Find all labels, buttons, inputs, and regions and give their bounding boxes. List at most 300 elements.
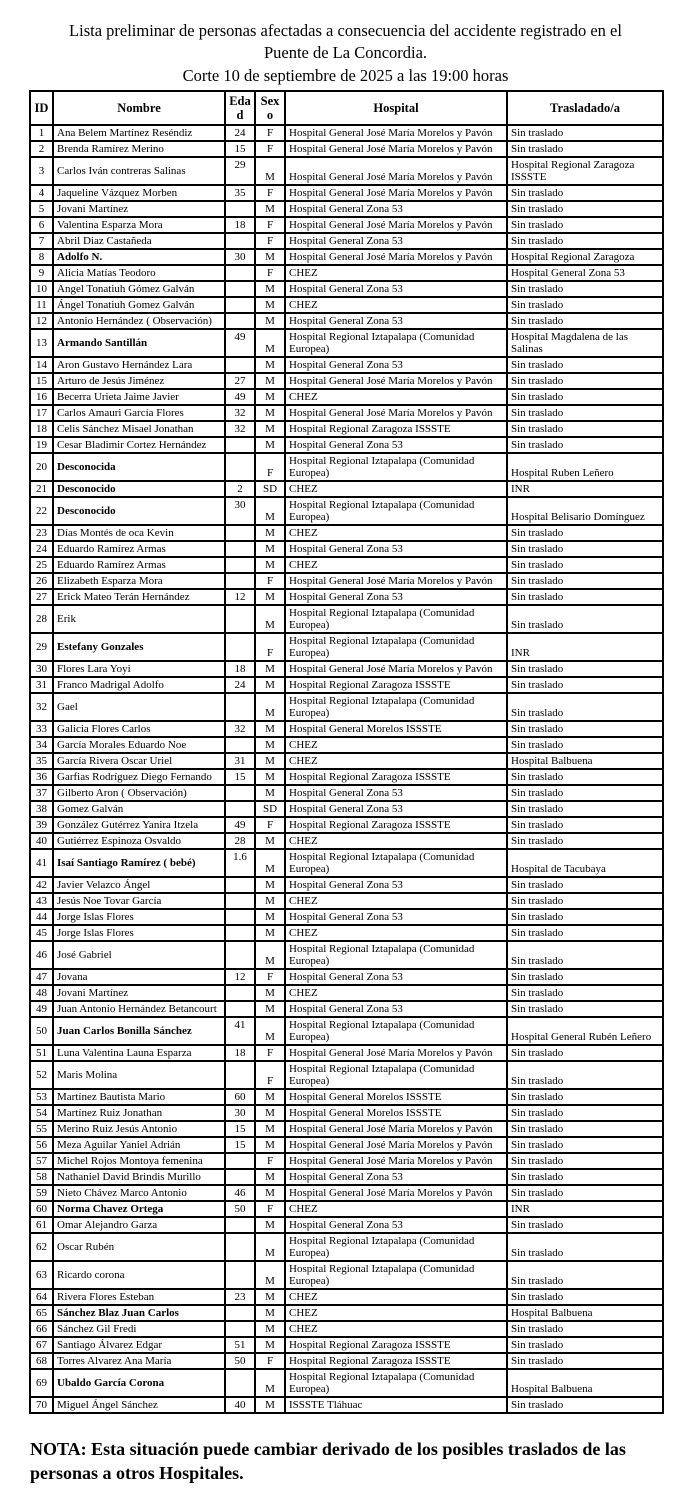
table-row: [30, 1397, 663, 1413]
cell-nombre: Jovani Martínez: [53, 201, 225, 217]
table-row: [30, 801, 663, 817]
cell-id: 55: [30, 1121, 53, 1137]
cell-hospital: Hospital General José María Morelos y Pavón: [285, 185, 507, 201]
table-row: [30, 1353, 663, 1369]
cell-id: 31: [30, 677, 53, 693]
cell-nombre: Oscar Rubén: [53, 1233, 225, 1261]
cell-hospital: Hospital General Zona 53: [285, 785, 507, 801]
cell-edad: [225, 1169, 255, 1185]
table-row: [30, 849, 663, 877]
cell-sexo: M: [255, 941, 285, 969]
cell-hospital: Hospital General Zona 53: [285, 541, 507, 557]
column-header-trasladadoa: Trasladado/a: [507, 91, 663, 125]
table-row: [30, 233, 663, 249]
cell-nombre: Becerra Urieta Jaime Javier: [53, 389, 225, 405]
table-row: [30, 1305, 663, 1321]
cell-edad: [225, 941, 255, 969]
cell-edad: 15: [225, 1137, 255, 1153]
cell-traslado: Sin traslado: [507, 1185, 663, 1201]
column-header-hospital: Hospital: [285, 91, 507, 125]
cell-id: 10: [30, 281, 53, 297]
cell-traslado: Hospital Balbuena: [507, 1369, 663, 1397]
cell-edad: [225, 1217, 255, 1233]
cell-sexo: M: [255, 661, 285, 677]
cell-sexo: M: [255, 769, 285, 785]
cell-edad: 24: [225, 677, 255, 693]
table-row: [30, 877, 663, 893]
table-row: [30, 1045, 663, 1061]
table-row: [30, 313, 663, 329]
cell-edad: [225, 1153, 255, 1169]
cell-sexo: M: [255, 281, 285, 297]
cell-sexo: M: [255, 157, 285, 185]
cell-nombre: Abril Diaz Castañeda: [53, 233, 225, 249]
table-row: [30, 1185, 663, 1201]
cell-traslado: Sin traslado: [507, 677, 663, 693]
cell-id: 26: [30, 573, 53, 589]
cell-id: 37: [30, 785, 53, 801]
cell-traslado: Sin traslado: [507, 1001, 663, 1017]
cell-edad: [225, 985, 255, 1001]
cell-sexo: F: [255, 573, 285, 589]
table-row: [30, 817, 663, 833]
cell-id: 16: [30, 389, 53, 405]
cell-nombre: Juan Antonio Hernández Betancourt: [53, 1001, 225, 1017]
cell-id: 23: [30, 525, 53, 541]
cell-sexo: M: [255, 985, 285, 1001]
cell-traslado: Sin traslado: [507, 1137, 663, 1153]
table-row: [30, 1261, 663, 1289]
cell-nombre: Michel Rojos Montoya femenina: [53, 1153, 225, 1169]
cell-id: 28: [30, 605, 53, 633]
document-title-line1: Lista preliminar de personas afectadas a consecuencia del accidente registrado en el: [69, 21, 622, 40]
cell-traslado: Sin traslado: [507, 1397, 663, 1413]
cell-id: 67: [30, 1337, 53, 1353]
cell-edad: [225, 1001, 255, 1017]
table-row: [30, 909, 663, 925]
cell-id: 62: [30, 1233, 53, 1261]
cell-sexo: M: [255, 849, 285, 877]
cell-edad: 1.6: [225, 849, 255, 877]
cell-hospital: CHEZ: [285, 557, 507, 573]
cell-id: 44: [30, 909, 53, 925]
cell-edad: [225, 201, 255, 217]
cell-edad: [225, 265, 255, 281]
cell-traslado: Sin traslado: [507, 1321, 663, 1337]
cell-hospital: Hospital General Zona 53: [285, 877, 507, 893]
cell-traslado: Sin traslado: [507, 801, 663, 817]
cell-hospital: CHEZ: [285, 985, 507, 1001]
cell-hospital: Hospital Regional Iztapalapa (Comunidad Europea): [285, 693, 507, 721]
cell-edad: 27: [225, 373, 255, 389]
table-row: [30, 357, 663, 373]
cell-sexo: M: [255, 525, 285, 541]
cell-hospital: CHEZ: [285, 1321, 507, 1337]
cell-id: 48: [30, 985, 53, 1001]
cell-sexo: M: [255, 1137, 285, 1153]
cell-nombre: Armando Santillán: [53, 329, 225, 357]
table-row: [30, 589, 663, 605]
cell-hospital: Hospital General Zona 53: [285, 281, 507, 297]
cell-edad: [225, 605, 255, 633]
cell-sexo: M: [255, 297, 285, 313]
cell-hospital: CHEZ: [285, 753, 507, 769]
table-row: [30, 769, 663, 785]
cell-traslado: Sin traslado: [507, 721, 663, 737]
cell-sexo: M: [255, 389, 285, 405]
cell-edad: [225, 877, 255, 893]
cell-hospital: Hospital Regional Iztapalapa (Comunidad Europea): [285, 941, 507, 969]
table-row: [30, 249, 663, 265]
cell-edad: 32: [225, 405, 255, 421]
cell-edad: [225, 453, 255, 481]
cell-edad: [225, 737, 255, 753]
cell-id: 8: [30, 249, 53, 265]
document-title-line2: Puente de La Concordia.: [263, 42, 428, 62]
cell-edad: 30: [225, 249, 255, 265]
cell-sexo: M: [255, 1289, 285, 1305]
cell-hospital: Hospital General Morelos ISSSTE: [285, 1105, 507, 1121]
cell-traslado: Sin traslado: [507, 1045, 663, 1061]
cell-sexo: M: [255, 589, 285, 605]
table-row: [30, 373, 663, 389]
cell-id: 46: [30, 941, 53, 969]
table-row: [30, 421, 663, 437]
cell-sexo: M: [255, 1121, 285, 1137]
cell-hospital: Hospital General Zona 53: [285, 909, 507, 925]
cell-nombre: Merino Ruiz Jesús Antonio: [53, 1121, 225, 1137]
cell-edad: [225, 525, 255, 541]
cell-sexo: F: [255, 1061, 285, 1089]
cell-traslado: Sin traslado: [507, 217, 663, 233]
cell-nombre: Isaí Santiago Ramírez ( bebé): [53, 849, 225, 877]
cell-sexo: M: [255, 721, 285, 737]
cell-sexo: F: [255, 265, 285, 281]
cell-sexo: M: [255, 1321, 285, 1337]
cell-traslado: Sin traslado: [507, 769, 663, 785]
cell-traslado: Sin traslado: [507, 817, 663, 833]
cell-traslado: Sin traslado: [507, 1121, 663, 1137]
cell-traslado: Sin traslado: [507, 389, 663, 405]
cell-id: 66: [30, 1321, 53, 1337]
cell-nombre: Erick Mateo Terán Hernández: [53, 589, 225, 605]
cell-traslado: Sin traslado: [507, 297, 663, 313]
cell-hospital: Hospital Regional Iztapalapa (Comunidad Europea): [285, 1261, 507, 1289]
cell-traslado: Sin traslado: [507, 1261, 663, 1289]
cell-nombre: Miguel Ángel Sánchez: [53, 1397, 225, 1413]
cell-id: 14: [30, 357, 53, 373]
cell-nombre: Garfias Rodríguez Diego Fernando: [53, 769, 225, 785]
table-row: [30, 297, 663, 313]
cell-edad: 15: [225, 141, 255, 157]
cell-nombre: Eduardo Ramírez Armas: [53, 541, 225, 557]
cell-traslado: Sin traslado: [507, 985, 663, 1001]
cell-edad: 31: [225, 753, 255, 769]
cell-edad: 50: [225, 1353, 255, 1369]
table-row: [30, 389, 663, 405]
cell-nombre: Brenda Ramírez Merino: [53, 141, 225, 157]
cell-traslado: Sin traslado: [507, 125, 663, 141]
table-row: [30, 573, 663, 589]
cell-traslado: Sin traslado: [507, 1153, 663, 1169]
cell-nombre: Meza Aguilar Yaniel Adrián: [53, 1137, 225, 1153]
cell-nombre: Nathaniel David Brindis Murillo: [53, 1169, 225, 1185]
table-row: [30, 1289, 663, 1305]
cell-edad: 51: [225, 1337, 255, 1353]
cell-hospital: Hospital Regional Iztapalapa (Comunidad Europea): [285, 453, 507, 481]
cell-sexo: M: [255, 201, 285, 217]
table-row: [30, 941, 663, 969]
cell-sexo: M: [255, 1169, 285, 1185]
cell-id: 51: [30, 1045, 53, 1061]
cell-edad: [225, 573, 255, 589]
table-row: [30, 893, 663, 909]
cell-id: 58: [30, 1169, 53, 1185]
cell-hospital: Hospital Regional Zaragoza ISSSTE: [285, 1353, 507, 1369]
cell-hospital: CHEZ: [285, 893, 507, 909]
table-row: [30, 785, 663, 801]
cell-id: 7: [30, 233, 53, 249]
cell-nombre: Erik: [53, 605, 225, 633]
cell-id: 13: [30, 329, 53, 357]
cell-sexo: F: [255, 817, 285, 833]
cell-traslado: Sin traslado: [507, 573, 663, 589]
cell-edad: 30: [225, 1105, 255, 1121]
table-row: [30, 525, 663, 541]
cell-id: 50: [30, 1017, 53, 1045]
table-row: [30, 157, 663, 185]
table-row: [30, 721, 663, 737]
cell-id: 65: [30, 1305, 53, 1321]
cell-nombre: González Gutérrez Yanira Itzela: [53, 817, 225, 833]
cell-traslado: Sin traslado: [507, 737, 663, 753]
cell-traslado: INR: [507, 1201, 663, 1217]
cell-traslado: Sin traslado: [507, 693, 663, 721]
table-row: [30, 437, 663, 453]
cell-edad: [225, 893, 255, 909]
cell-hospital: CHEZ: [285, 1201, 507, 1217]
cell-id: 57: [30, 1153, 53, 1169]
cell-hospital: CHEZ: [285, 1289, 507, 1305]
cell-hospital: Hospital General José María Morelos y Pavón: [285, 1121, 507, 1137]
cell-id: 63: [30, 1261, 53, 1289]
cell-id: 21: [30, 481, 53, 497]
cell-edad: 29: [225, 157, 255, 185]
cell-id: 49: [30, 1001, 53, 1017]
cell-id: 54: [30, 1105, 53, 1121]
cell-nombre: Flores Lara Yoyi: [53, 661, 225, 677]
cell-traslado: Sin traslado: [507, 1105, 663, 1121]
cell-sexo: M: [255, 1217, 285, 1233]
cell-nombre: Desconocido: [53, 481, 225, 497]
cell-id: 45: [30, 925, 53, 941]
cell-hospital: Hospital Regional Iztapalapa (Comunidad Europea): [285, 1061, 507, 1089]
cell-nombre: Desconocida: [53, 453, 225, 481]
cell-hospital: Hospital General Zona 53: [285, 969, 507, 985]
cell-sexo: M: [255, 557, 285, 573]
cell-nombre: Jorge Islas Flores: [53, 925, 225, 941]
cell-nombre: Jesús Noe Tovar García: [53, 893, 225, 909]
cell-hospital: Hospital General José María Morelos y Pavón: [285, 141, 507, 157]
table-row: [30, 1201, 663, 1217]
cell-hospital: Hospital General José María Morelos y Pavón: [285, 661, 507, 677]
cell-sexo: M: [255, 541, 285, 557]
cell-sexo: M: [255, 1017, 285, 1045]
table-row: [30, 265, 663, 281]
cell-traslado: Hospital Belisario Domínguez: [507, 497, 663, 525]
cell-hospital: Hospital General Zona 53: [285, 589, 507, 605]
cell-id: 60: [30, 1201, 53, 1217]
cell-edad: 32: [225, 421, 255, 437]
cell-id: 64: [30, 1289, 53, 1305]
cell-id: 32: [30, 693, 53, 721]
table-row: [30, 1233, 663, 1261]
cell-sexo: M: [255, 785, 285, 801]
cell-hospital: Hospital General José María Morelos y Pavón: [285, 125, 507, 141]
cell-nombre: Valentina Esparza Mora: [53, 217, 225, 233]
cell-traslado: Sin traslado: [507, 141, 663, 157]
table-row: [30, 1369, 663, 1397]
cell-edad: [225, 437, 255, 453]
table-row: [30, 217, 663, 233]
cell-traslado: Sin traslado: [507, 893, 663, 909]
document-header: [29, 20, 662, 86]
cell-hospital: Hospital General José María Morelos y Pavón: [285, 405, 507, 421]
cell-nombre: Galicia Flores Carlos: [53, 721, 225, 737]
cell-hospital: Hospital General José María Morelos y Pavón: [285, 1045, 507, 1061]
affected-persons-table: [29, 90, 664, 1414]
cell-edad: [225, 281, 255, 297]
cell-traslado: Sin traslado: [507, 1061, 663, 1089]
cell-id: 70: [30, 1397, 53, 1413]
table-row: [30, 737, 663, 753]
cell-nombre: Adolfo N.: [53, 249, 225, 265]
cell-id: 1: [30, 125, 53, 141]
cell-traslado: Hospital de Tacubaya: [507, 849, 663, 877]
cell-nombre: Estefany Gonzales: [53, 633, 225, 661]
table-row: [30, 1017, 663, 1045]
cell-hospital: CHEZ: [285, 525, 507, 541]
cell-hospital: Hospital General Zona 53: [285, 437, 507, 453]
cell-id: 3: [30, 157, 53, 185]
cell-sexo: M: [255, 677, 285, 693]
cell-nombre: Gomez Galván: [53, 801, 225, 817]
cell-hospital: Hospital Regional Iztapalapa (Comunidad Europea): [285, 329, 507, 357]
cell-id: 42: [30, 877, 53, 893]
cell-nombre: Gutiérrez Espinoza Osvaldo: [53, 833, 225, 849]
cell-hospital: CHEZ: [285, 389, 507, 405]
cell-hospital: Hospital General José María Morelos y Pavón: [285, 249, 507, 265]
cell-traslado: Sin traslado: [507, 281, 663, 297]
cell-traslado: Sin traslado: [507, 525, 663, 541]
table-row: [30, 541, 663, 557]
cell-nombre: Luna Valentina Launa Esparza: [53, 1045, 225, 1061]
cell-traslado: Hospital Regional Zaragoza ISSSTE: [507, 157, 663, 185]
table-row: [30, 453, 663, 481]
cell-traslado: Sin traslado: [507, 1353, 663, 1369]
table-row: [30, 1337, 663, 1353]
cell-hospital: Hospital Regional Iztapalapa (Comunidad Europea): [285, 633, 507, 661]
cell-sexo: M: [255, 1001, 285, 1017]
table-row: [30, 557, 663, 573]
cell-traslado: Sin traslado: [507, 1217, 663, 1233]
cell-edad: 49: [225, 817, 255, 833]
cell-hospital: Hospital Regional Iztapalapa (Comunidad Europea): [285, 605, 507, 633]
cell-hospital: Hospital General Zona 53: [285, 1169, 507, 1185]
cell-edad: 49: [225, 329, 255, 357]
cell-sexo: F: [255, 1045, 285, 1061]
cell-sexo: M: [255, 249, 285, 265]
cell-edad: [225, 925, 255, 941]
cell-sexo: M: [255, 1305, 285, 1321]
cell-id: 12: [30, 313, 53, 329]
cell-traslado: Sin traslado: [507, 941, 663, 969]
cell-nombre: Ubaldo García Corona: [53, 1369, 225, 1397]
cell-edad: 12: [225, 589, 255, 605]
table-row: [30, 201, 663, 217]
cell-sexo: M: [255, 925, 285, 941]
cell-hospital: CHEZ: [285, 833, 507, 849]
cell-id: 47: [30, 969, 53, 985]
cell-hospital: Hospital General José María Morelos y Pavón: [285, 217, 507, 233]
cell-id: 40: [30, 833, 53, 849]
cell-nombre: Sánchez Gil Fredi: [53, 1321, 225, 1337]
table-row: [30, 1121, 663, 1137]
cell-nombre: Alicia Matías Teodoro: [53, 265, 225, 281]
cell-traslado: Sin traslado: [507, 1289, 663, 1305]
cell-id: 33: [30, 721, 53, 737]
table-row: [30, 1169, 663, 1185]
cell-edad: [225, 801, 255, 817]
cell-sexo: M: [255, 605, 285, 633]
cell-hospital: Hospital General José María Morelos y Pavón: [285, 1137, 507, 1153]
table-row: [30, 329, 663, 357]
cell-traslado: Sin traslado: [507, 969, 663, 985]
cell-hospital: CHEZ: [285, 737, 507, 753]
cell-hospital: CHEZ: [285, 481, 507, 497]
cell-edad: [225, 1369, 255, 1397]
cell-sexo: M: [255, 329, 285, 357]
cell-nombre: Desconocido: [53, 497, 225, 525]
cell-sexo: M: [255, 373, 285, 389]
cell-nombre: Carlos Amauri García Flores: [53, 405, 225, 421]
cell-sexo: M: [255, 1369, 285, 1397]
cell-id: 4: [30, 185, 53, 201]
cell-hospital: ISSSTE Tláhuac: [285, 1397, 507, 1413]
cell-traslado: Sin traslado: [507, 373, 663, 389]
cell-edad: 18: [225, 661, 255, 677]
cell-edad: 12: [225, 969, 255, 985]
cell-nombre: García Rivera Oscar Uriel: [53, 753, 225, 769]
cell-sexo: M: [255, 357, 285, 373]
document-subtitle: Corte 10 de septiembre de 2025 a las 19:00 horas: [182, 65, 509, 85]
cell-id: 61: [30, 1217, 53, 1233]
cell-edad: [225, 313, 255, 329]
table-row: [30, 969, 663, 985]
cell-id: 18: [30, 421, 53, 437]
cell-id: 19: [30, 437, 53, 453]
table-row: [30, 481, 663, 497]
cell-hospital: Hospital General José María Morelos y Pavón: [285, 1185, 507, 1201]
cell-edad: [225, 1061, 255, 1089]
cell-id: 43: [30, 893, 53, 909]
cell-nombre: Elizabeth Esparza Mora: [53, 573, 225, 589]
cell-id: 25: [30, 557, 53, 573]
cell-nombre: Gael: [53, 693, 225, 721]
column-header-edad: Edad: [225, 91, 255, 125]
cell-nombre: Jorge Islas Flores: [53, 909, 225, 925]
note-text: NOTA: Esta situación puede cambiar derivado de los posibles traslados de las personas a otros Hospitales.: [30, 1439, 626, 1484]
